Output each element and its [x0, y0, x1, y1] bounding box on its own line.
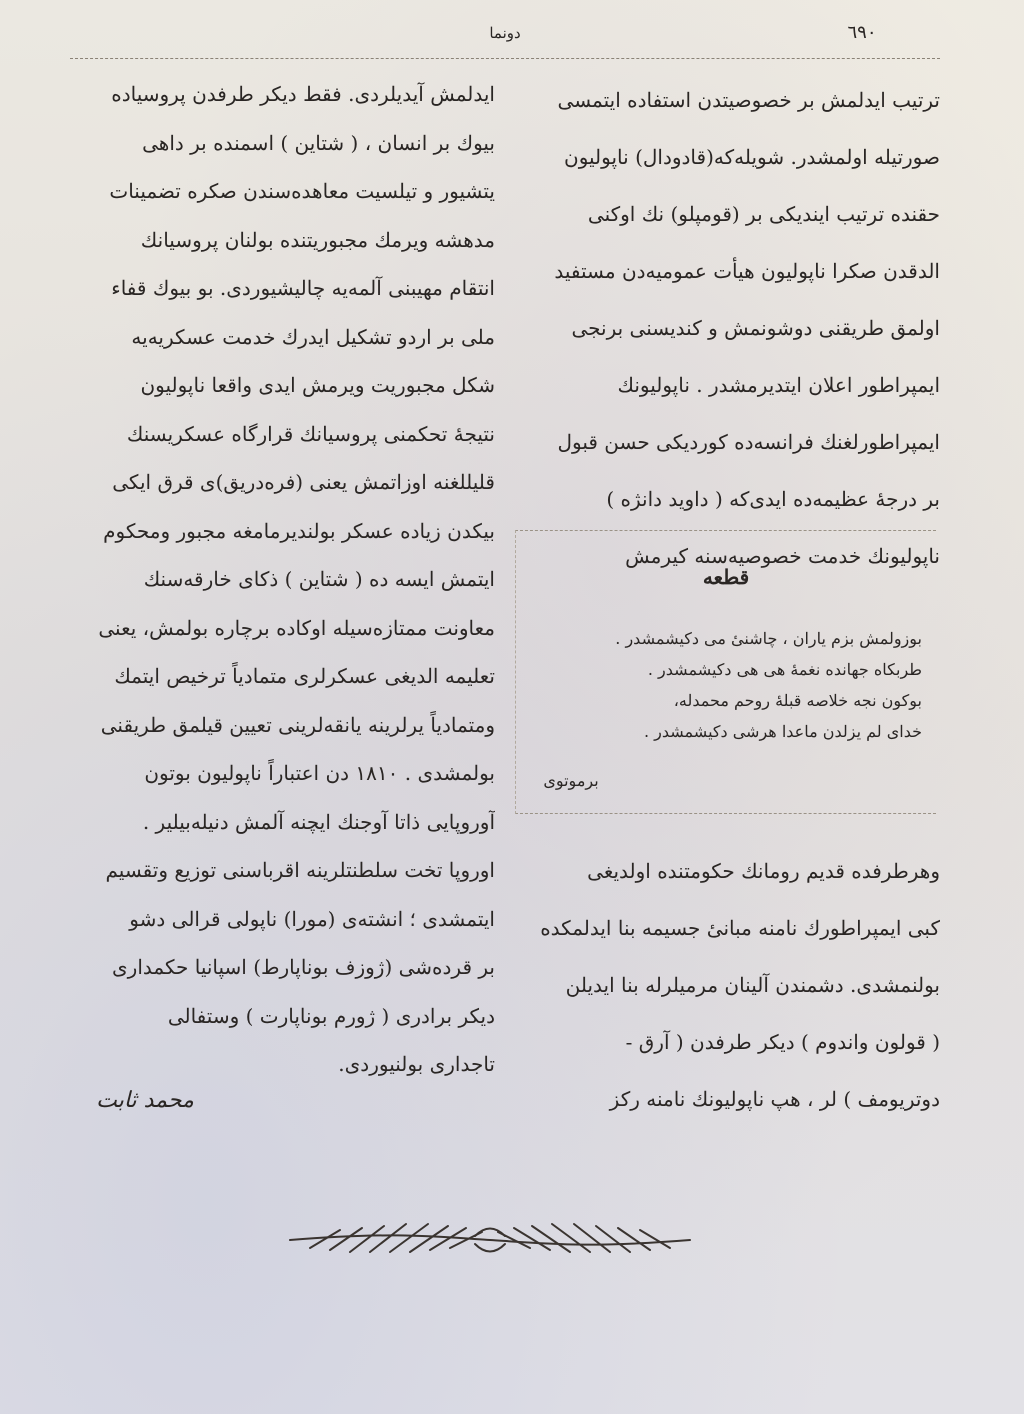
text-line: تاجداری بولنیوردی. [338, 1052, 495, 1076]
text-line: آوروپایی ذاتا آوجنك ایچنه آلمش دنیله‌بیلیر . [142, 809, 495, 834]
text-line: حقنده ترتیب ایندیکی بر (قومپلو) نك اوکنی [587, 202, 940, 226]
text-line: بر درجهٔ عظیمه‌ده ایدی‌که ( داوید دانژه ) [606, 487, 940, 511]
text-line: وهرطرفده قدیم روما‌نك حکومتنده اولدیغی [587, 859, 940, 883]
poem-box [515, 530, 936, 814]
text-line: بیوك بر انسان ، ( شتاین ) اسمنده بر داهی [142, 130, 495, 155]
text-line: نتیجهٔ تحکمنی پروسیانك قرارگاه عسکریسنك [126, 421, 495, 446]
author-signature: محمد ثابت [96, 1088, 194, 1113]
text-line: شکل مجبوریت ویرمش ایدی واقعا ناپولیون [140, 373, 495, 397]
text-line: ترتیب ایدلمش بر خصوصیتدن استفاده ایتمسی [557, 88, 940, 112]
poem-line: خدای لم یزلدن ماعدا هرشی دکیشمشدر . [643, 722, 922, 741]
text-line: ایمپراطور اعلان ایتدیرمشدر . ناپولیونك [617, 373, 940, 397]
right-column-upper [520, 72, 940, 585]
text-line: یتشیور و تیلسیت معاهده‌سندن صکره تضمینات [109, 179, 495, 203]
text-line: معاونت ممتازه‌سیله اوکاده برچاره بولمش، یعنی [98, 615, 495, 640]
text-line: بولمشدی . ١٨١٠ دن اعتباراً ناپولیون بوتون [144, 761, 495, 785]
text-line: انتقام مهیبنی آلمه‌یه چالیشیوردی. بو بیوك قفاء [111, 276, 495, 300]
right-column-lower [520, 843, 940, 1128]
text-line: ایتمشدی ؛ انشته‌ی (مورا) ناپولی قرالی دشو [129, 906, 495, 931]
running-title: دونما [489, 24, 521, 42]
text-line: دیکر برادری ( ژورم بوناپارت ) وستفالی [167, 1003, 495, 1028]
text-line: تعلیمه الدیغی عسکرلری متمادیاً ترخیص ایتمك [114, 664, 495, 688]
text-line: ( قولون واندوم ) دیکر طرفدن ( آرق - [625, 1030, 940, 1054]
text-line: مدهشه ویرمك مجبوریتنده بولنان پروسیانك [140, 227, 495, 252]
text-line: صورتیله اولمشدر. شویله‌که(قادودال) ناپولیون [564, 145, 940, 169]
text-line: بیکدن زیاده عسکر بولندیرمامغه مجبور ومحکوم [103, 518, 495, 543]
poem-line: بوکون نجه خلاصه قبلهٔ روحم محمدله، [673, 691, 922, 710]
poem-line: بوزولمش بزم یاران ، چاشنیٔ می دکیشمشدر . [615, 629, 922, 648]
text-line: ملی بر اردو تشکیل ایدرك خدمت عسکریه‌یه [131, 324, 495, 349]
text-line: الدقدن صکرا ناپولیون هیأت عمومیه‌دن مستفید [554, 259, 940, 283]
header-rule [70, 58, 940, 59]
text-line: ناپولیونك خدمت خصوصیه‌سنه کیرمش [625, 544, 940, 568]
text-line: قلیللغنه اوزاتمش یعنی (فره‌دریق)ی قرق ایکی [112, 470, 495, 494]
text-line: ایتمش ایسه ده ( شتاین ) ذکای خارقه‌سنك [143, 567, 495, 591]
page-number: ٦٩٠ [847, 22, 877, 43]
text-line: ومتمادیاً یرلرینه یانقه‌لرینی تعیین قیلمق طریقنی [100, 712, 495, 737]
text-line: بولنمشدی. دشمندن آلینان مرمیلرله بنا ایدیلن [565, 973, 940, 997]
text-line: ایمپراطورلغنك فرانسه‌ده کوردیکی حسن قبول [557, 430, 940, 454]
poem-lines [527, 623, 922, 747]
poem-title: قطعه [702, 565, 750, 589]
text-line: اولمق طریقنی دوشونمش و کندیسنی برنجی [571, 316, 940, 340]
text-line: اوروپا تخت سلطنتلرینه اقرباسنی توزیع وتقسیم [105, 858, 495, 882]
text-line: بر قرده‌شی (ژوزف بوناپارط) اسپانیا حکمداری [112, 955, 495, 979]
left-column [60, 70, 495, 1089]
poem-author: برموتوی [543, 771, 599, 790]
decorative-ornament [270, 1212, 710, 1268]
text-line: کبی ایمپراطورك نامنه مبانیٔ جسیمه بنا ایدلمکده [540, 916, 940, 940]
text-line: ایدلمش آیدیلردی. فقط دیکر طرفدن پروسیاده [111, 82, 495, 106]
text-line: دوتریومف ) لر ، هپ ناپولیونك نامنه رکز [609, 1087, 940, 1111]
poem-line: طربکاه جهانده نغمهٔ هی هی دکیشمشدر . [647, 660, 922, 679]
